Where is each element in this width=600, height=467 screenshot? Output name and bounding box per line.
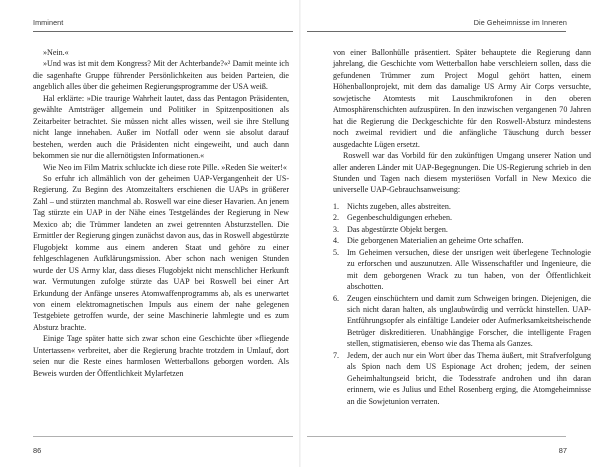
left-page [0, 0, 299, 467]
list-item [333, 247, 591, 293]
paragraph: Hal erklärte: »Die traurige Wahrheit lautet, dass das Pentagon Präsidenten, gewählte Amtsträger allgemein und Politiker in Spitzenpositionen als Zeitarbeiter betrachtet. Sie müssen nicht alles wissen, weil sie ihre Stellung nicht lange innehaben. Außer im Notfall oder wenn sie absolut darauf bestehen, werden auch die Präsidenten nicht eingeweiht, und auch dann bekommen sie nur die allernötigsten Informationen.« [33, 93, 289, 161]
paragraph: von einer Ballonhülle präsentiert. Später behauptete die Regierung dann jahrelang, die Geschichte vom Wetterballon habe verschleiern sollen, dass die gefundenen Trümmer zum Project Mogul gehört hatten, einem Höhenballonprojekt, mit dem das damalige US Army Air Corps versuchte, sowjetische Atomtests mit Lauschmikrofonen in den oberen Atmosphärenschichten aufzuspüren. In den inzwischen vergangenen 70 Jahren hat die Regierung die Deckgeschichte für den Roswell-Absturz mindestens noch zweimal revidiert und die anfängliche Täuschung durch besser ausgedachte Lügen ersetzt. [333, 48, 591, 149]
list-item [333, 224, 591, 235]
list-number: 1. [333, 201, 340, 211]
list-item-text: Jedem, der auch nur ein Wort über das Thema äußert, mit Strafverfolgung als Spion nach dem US Espionage Act drohen; jedem, der seinen Geheimhaltungseid bricht, die Todesstrafe androhen und ihn daran erinnern, wie es Julius und Ethel Rosenberg erging, die Atomgeheimnisse an die Sowjetunion verraten. [347, 350, 591, 406]
list-number: 4. [333, 236, 340, 246]
left-page-body [33, 47, 289, 379]
list-item-text: Zeugen einschüchtern und damit zum Schweigen bringen. Diejenigen, die sich nicht daran halten, als unglaubwürdig und verrückt hinstellen. UAP-Entführungsopfer als einfältige Landeier oder Aufmerksamkeitsheischende Betrüger diskreditieren. Unabhängige Forscher, die intelligente Fragen stellen, stigmatisieren, ebenso wie das Thema als Ganzes. [347, 293, 591, 349]
list-number: 5. [333, 247, 340, 257]
list-item [333, 235, 591, 246]
list-number: 7. [333, 350, 340, 360]
header-rule-left [33, 31, 293, 32]
list-item [333, 201, 591, 212]
running-head-right: Die Geheimnisse im Inneren [473, 18, 567, 27]
paragraph: Roswell war das Vorbild für den zukünftigen Umgang unserer Nation und aller anderen Länder mit UAP-Begegnungen. Die US-Regierung schrieb in den Stunden und Tagen nach diesem mysteriösen Vorfall in New Mexico die universelle UAP-Gebrauchsanweisung: [333, 151, 591, 195]
paragraph: Einige Tage später hatte sich zwar schon eine Geschichte über »fliegende Untertassen« verbreitet, aber die Regierung brachte trotzdem in Umlauf, dort seien nur die Reste eines harmlosen Wetterballons geborgen worden. Als Beweis wurden der Öffentlichkeit Mylarfetzen [33, 334, 289, 378]
list-item-text: Gegenbeschuldigungen erheben. [347, 213, 453, 223]
right-page-body [333, 47, 591, 407]
list-number: 6. [333, 293, 340, 303]
header-rule-right [307, 31, 566, 32]
page-number-left: 86 [33, 446, 42, 455]
right-page [301, 0, 600, 467]
footer-rule-left [33, 436, 293, 437]
list-item-text: Das abgestürzte Objekt bergen. [347, 224, 448, 234]
list-number: 3. [333, 224, 340, 234]
footer-rule-right [307, 436, 566, 437]
list-item [333, 212, 591, 223]
numbered-list [333, 201, 591, 407]
list-item-text: Im Geheimen versuchen, diese der unsrigen weit überlegene Technologie zu erforschen und auszunutzen. Alle Wissenschaftler und Ingenieure, die mit dem geborgenen Wrack zu tun haben, von der Öffentlichkeit abschotten. [347, 247, 591, 292]
paragraph: Wie Neo im Film Matrix schluckte ich diese rote Pille. »Reden Sie weiter!« [43, 162, 287, 172]
list-item-text: Die geborgenen Materialien an geheime Orte schaffen. [347, 236, 524, 246]
list-item [333, 350, 591, 407]
paragraph: »Und was ist mit dem Kongress? Mit der Achterbande?«² Damit meinte ich die sagenhafte Gruppe führender Persönlichkeiten aus beiden Parteien, die angeblich alles über die geheimen Regierungsprogramme der USA weiß. [33, 59, 289, 92]
page-number-right: 87 [558, 446, 567, 455]
paragraph: »Nein.« [43, 48, 69, 57]
list-item-text: Nichts zugeben, alles abstreiten. [347, 201, 451, 211]
list-item [333, 293, 591, 350]
running-head-left: Imminent [33, 18, 64, 27]
list-number: 2. [333, 213, 340, 223]
paragraph: So erfuhr ich allmählich von der geheimen UAP-Vergangenheit der US-Regierung. Zu Beginn des Atomzeitalters erschienen die UAPs in größerer Zahl – und stürzten manchmal ab. Roswell war eine dieser Havarien. An jenem Tag stürzte ein UAP in der Nähe eines Testgeländes der Regierung in New Mexico ab; die Trümmer landeten an zwei getrennten Absturzstellen. Die Ermittler der Regierung gingen zunächst davon aus, das in Roswell abgestürzte Flugobjekt komme aus einem anderen Staat und gehöre zu einer fehlgeschlagenen Aufklärungsmission. Aber schon nach wenigen Stunden wurde der US Army klar, dass dieses Flugobjekt nicht menschlicher Herkunft war. Vermutungen zufolge stürzte das UAP bei Roswell bei einer Art Erkundung der Anfänge unseres Atomwaffenprogramms ab, als es unerwartet von einem elektromagnetischen Impuls aus einem der nahe gelegenen Testgebiete getroffen wurde, der seine Maschinerie lahmlegte und es zum Absturz brachte. [33, 173, 289, 332]
